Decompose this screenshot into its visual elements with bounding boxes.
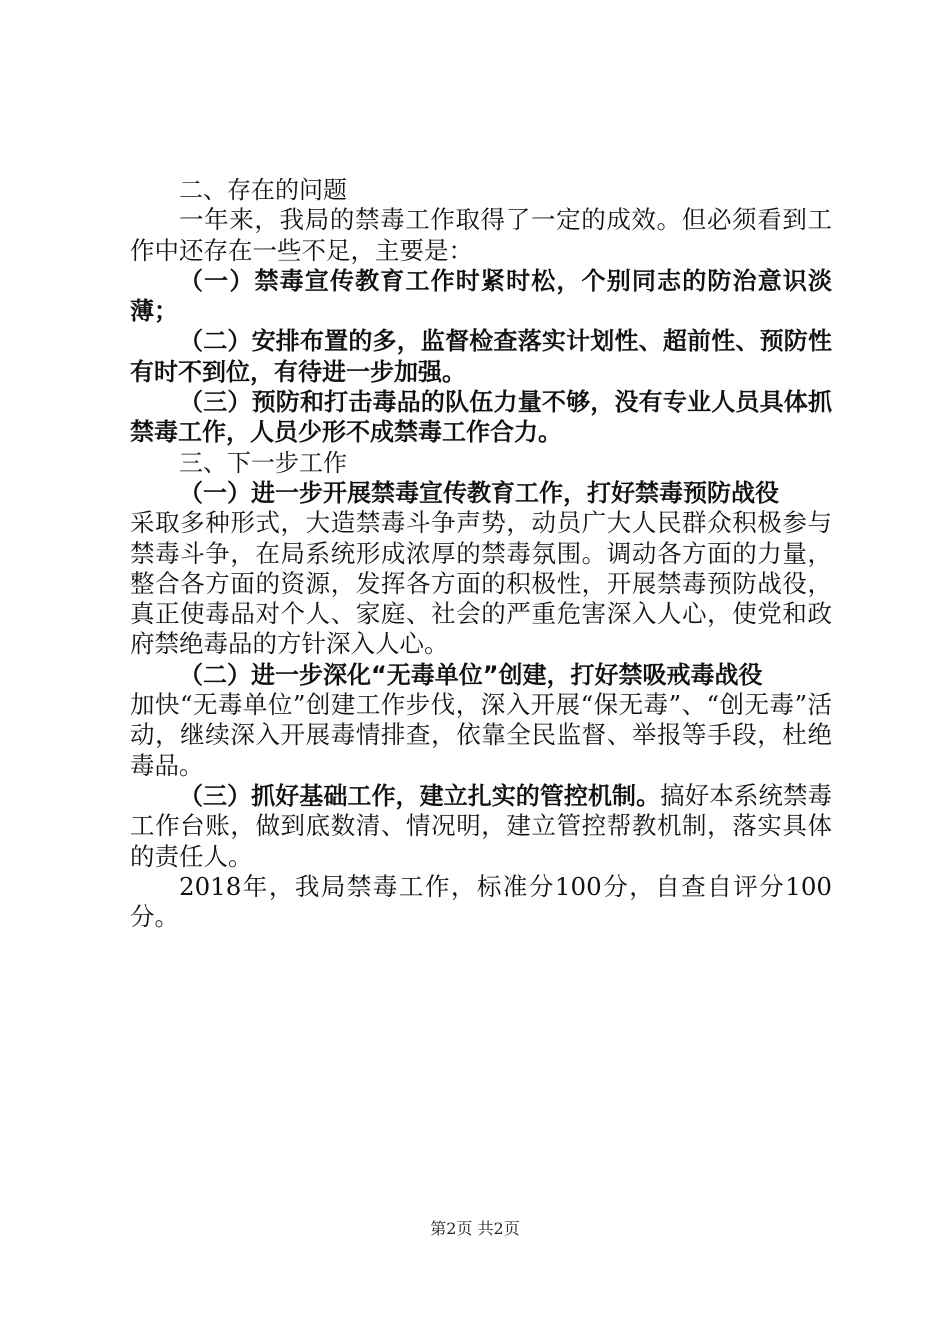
problem-2: （二）安排布置的多，监督检查落实计划性、超前性、预防性有时不到位，有待进一步加强。 bbox=[130, 327, 832, 386]
work-3-title: （三）抓好基础工作，建立扎实的管控机制。 bbox=[179, 781, 661, 810]
work-3-paragraph bbox=[130, 781, 832, 872]
page-footer: 第2页 共2页 bbox=[430, 1219, 520, 1238]
work-1-title: （一）进一步开展禁毒宣传教育工作，打好禁毒预防战役 bbox=[179, 478, 779, 507]
problem-1: （一）禁毒宣传教育工作时紧时松，个别同志的防治意识淡薄； bbox=[130, 266, 832, 326]
section2-intro: 一年来，我局的禁毒工作取得了一定的成效。但必须看到工作中还存在一些不足，主要是： bbox=[130, 205, 832, 265]
conclusion-paragraph: 2018年，我局禁毒工作，标准分100分，自查自评分100分。 bbox=[130, 871, 832, 932]
section2-heading: 二、存在的问题 bbox=[179, 176, 347, 204]
work-1-body: 采取多种形式，大造禁毒斗争声势，动员广大人民群众积极参与禁毒斗争，在局系统形成浓厚的禁毒氛围。调动各方面的力量，整合各方面的资源，发挥各方面的积极性，开展禁毒预防战役，真正使毒品对个人、家庭、社会的严重危害深入人心，使党和政府禁绝毒品的方针深入人心。 bbox=[130, 508, 832, 659]
problem-3: （三）预防和打击毒品的队伍力量不够，没有专业人员具体抓禁毒工作，人员少形不成禁毒工作合力。 bbox=[130, 388, 832, 447]
work-2-title: （二）进一步深化“无毒单位”创建，打好禁吸戒毒战役 bbox=[179, 660, 763, 689]
work-3-body: 搞好本系统禁毒工作台账，做到底数清、情况明，建立管控帮教机制，落实具体的责任人。 bbox=[130, 780, 833, 871]
work-2-body: 加快“无毒单位”创建工作步伐，深入开展“保无毒”、“创无毒”活动，继续深入开展毒情排查，依靠全民监督、举报等手段，杜绝毒品。 bbox=[130, 690, 832, 780]
section3-heading: 三、下一步工作 bbox=[179, 448, 347, 477]
document-body bbox=[130, 175, 832, 932]
